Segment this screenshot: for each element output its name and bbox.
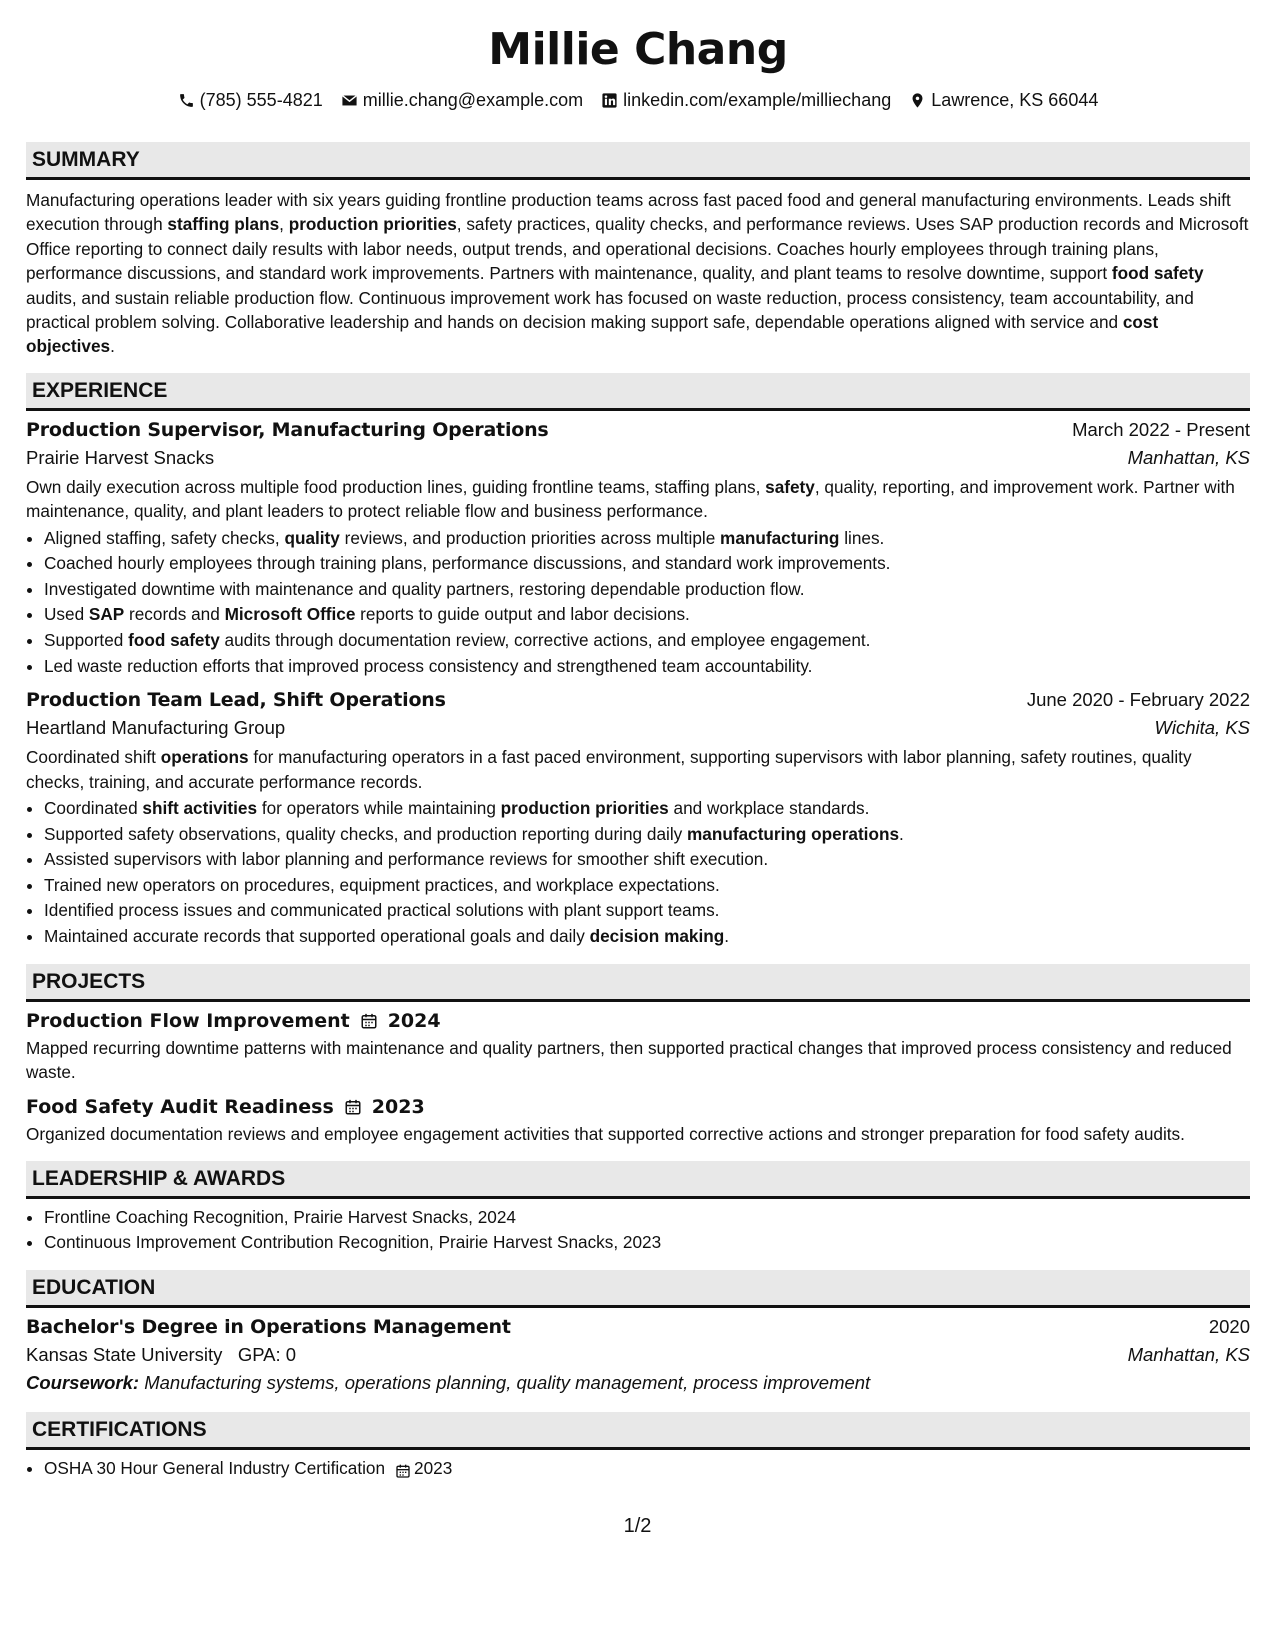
list-item: • Coordinated shift activities for operators while maintaining production priorities and workplace standards. (44, 796, 1250, 822)
email-text[interactable]: millie.chang@example.com (362, 90, 584, 110)
section-awards-heading: LEADERSHIP & AWARDS (26, 1161, 1250, 1199)
graduation-year: 2020 (1208, 1316, 1250, 1337)
list-item: • Supported food safety audits through documentation review, corrective actions, and employee engagement. (44, 628, 1250, 654)
degree-title: Bachelor's Degree in Operations Management (26, 1316, 511, 1338)
job-description: Own daily execution across multiple food production lines, guiding frontline teams, staffing plans, safety, quality, reporting, and improvement work. Partner with maintenance, quality, and plant leaders to protect reliable flow and business performance. (26, 476, 1235, 522)
project-description: Organized documentation reviews and employee engagement activities that supported corrective actions and stronger preparation for food safety audits. (26, 1124, 1185, 1145)
list-item: • Aligned staffing, safety checks, quality reviews, and production priorities across multiple manufacturing lines. (44, 526, 1250, 552)
project-entry (26, 1096, 1250, 1146)
project-year: 2023 (371, 1096, 425, 1119)
coursework (26, 1372, 1250, 1394)
envelope-icon (341, 92, 358, 109)
job-company: Prairie Harvest Snacks (26, 446, 215, 468)
list-item: • Investigated downtime with maintenance and quality partners, restoring dependable production flow. (44, 577, 1250, 603)
certification-name: • OSHA 30 Hour General Industry Certification (44, 1458, 386, 1478)
job-entry (26, 689, 1250, 949)
contact-email[interactable] (341, 88, 583, 112)
coursework-text: Manufacturing systems, operations planning, quality management, process improvement (139, 1372, 871, 1393)
list-item (44, 1456, 1250, 1482)
job-description: Coordinated shift operations for manufacturing operators in a fast paced environment, supporting supervisors with labor planning, safety routines, quality checks, training, and accurate performance records. (26, 747, 1192, 792)
school-name: Kansas State University (26, 1344, 223, 1365)
summary-text: Manufacturing operations leader with six years guiding frontline production teams across fast paced food and general manufacturing environments. Leads shift execution through staffing plans, production priorities, safety practices, quality checks, and performance reviews. Uses SAP production records and Microsoft Office reporting to connect daily results with labor needs, output trends, and operational decisions. Coaches hourly employees through training plans, performance discussions, and standard work improvements. Partners with maintenance, quality, and plant teams to resolve downtime, support food safety audits, and sustain reliable production flow. Continuous improvement work has focused on waste reduction, process consistency, team accountability, and practical problem solving. Collaborative leadership and hands on decision making support safe, dependable operations aligned with service and cost objectives. (26, 190, 1249, 357)
section-summary-heading: SUMMARY (26, 142, 1250, 180)
calendar-icon (360, 1012, 378, 1030)
school-line (26, 1344, 296, 1366)
job-dates: June 2020 - February 2022 (1026, 689, 1250, 711)
list-item: • Coached hourly employees through training plans, performance discussions, and standard work improvements. (44, 551, 1250, 577)
job-bullets (26, 796, 1250, 950)
list-item: • Trained new operators on procedures, equipment practices, and workplace expectations. (44, 873, 1250, 899)
project-year: 2024 (387, 1009, 441, 1032)
coursework-label: Coursework: (26, 1372, 140, 1393)
list-item: • Supported safety observations, quality checks, and production reporting during daily manufacturing operations. (44, 822, 1250, 848)
calendar-icon (395, 1461, 411, 1477)
candidate-name: Millie Chang (488, 24, 788, 75)
project-entry (26, 1010, 1250, 1085)
list-item: • Maintained accurate records that supported operational goals and daily decision making. (44, 924, 1250, 950)
linkedin-icon (601, 92, 618, 109)
job-entry (26, 419, 1250, 679)
job-company: Heartland Manufacturing Group (26, 717, 286, 739)
section-certifications-heading: CERTIFICATIONS (26, 1412, 1250, 1450)
contact-linkedin[interactable] (601, 88, 891, 112)
phone-text: (785) 555-4821 (199, 90, 323, 110)
map-pin-icon (909, 92, 926, 109)
phone-icon (178, 92, 195, 109)
contact-bar (26, 88, 1250, 112)
page-number: 1/2 (623, 1515, 652, 1537)
resume-page (26, 0, 1250, 1482)
list-item: • Continuous Improvement Contribution Recognition, Prairie Harvest Snacks, 2023 (44, 1230, 1250, 1256)
gpa: GPA: 0 (237, 1344, 297, 1365)
project-title: Production Flow Improvement (26, 1009, 350, 1032)
calendar-icon (344, 1098, 362, 1116)
section-projects-heading: PROJECTS (26, 964, 1250, 1002)
job-dates: March 2022 - Present (1072, 418, 1250, 440)
contact-phone (178, 88, 323, 112)
list-item: • Used SAP records and Microsoft Office reports to guide output and labor decisions. (44, 602, 1250, 628)
project-description: Mapped recurring downtime patterns with maintenance and quality partners, then supported practical changes that improved process consistency and reduced waste. (26, 1037, 1232, 1082)
project-title: Food Safety Audit Readiness (26, 1096, 334, 1119)
section-education-heading: EDUCATION (26, 1270, 1250, 1308)
certification-year: 2023 (414, 1458, 453, 1478)
education-entry (26, 1316, 1250, 1394)
certifications-list (26, 1456, 1250, 1482)
job-location: Manhattan, KS (1127, 446, 1250, 468)
location-text: Lawrence, KS 66044 (931, 90, 1099, 110)
school-location: Manhattan, KS (1127, 1344, 1250, 1365)
job-title: Production Supervisor, Manufacturing Operations (26, 418, 549, 441)
list-item: • Frontline Coaching Recognition, Prairie Harvest Snacks, 2024 (44, 1205, 1250, 1231)
section-experience-heading: EXPERIENCE (26, 373, 1250, 411)
linkedin-text[interactable]: linkedin.com/example/milliechang (623, 90, 892, 110)
list-item: • Identified process issues and communicated practical solutions with plant support teams. (44, 898, 1250, 924)
contact-location (909, 88, 1098, 112)
awards-list (26, 1205, 1250, 1256)
job-bullets (26, 526, 1250, 680)
list-item: • Assisted supervisors with labor planning and performance reviews for smoother shift execution. (44, 847, 1250, 873)
job-title: Production Team Lead, Shift Operations (26, 689, 446, 712)
job-location: Wichita, KS (1154, 717, 1250, 739)
list-item: • Led waste reduction efforts that improved process consistency and strengthened team accountability. (44, 654, 1250, 680)
